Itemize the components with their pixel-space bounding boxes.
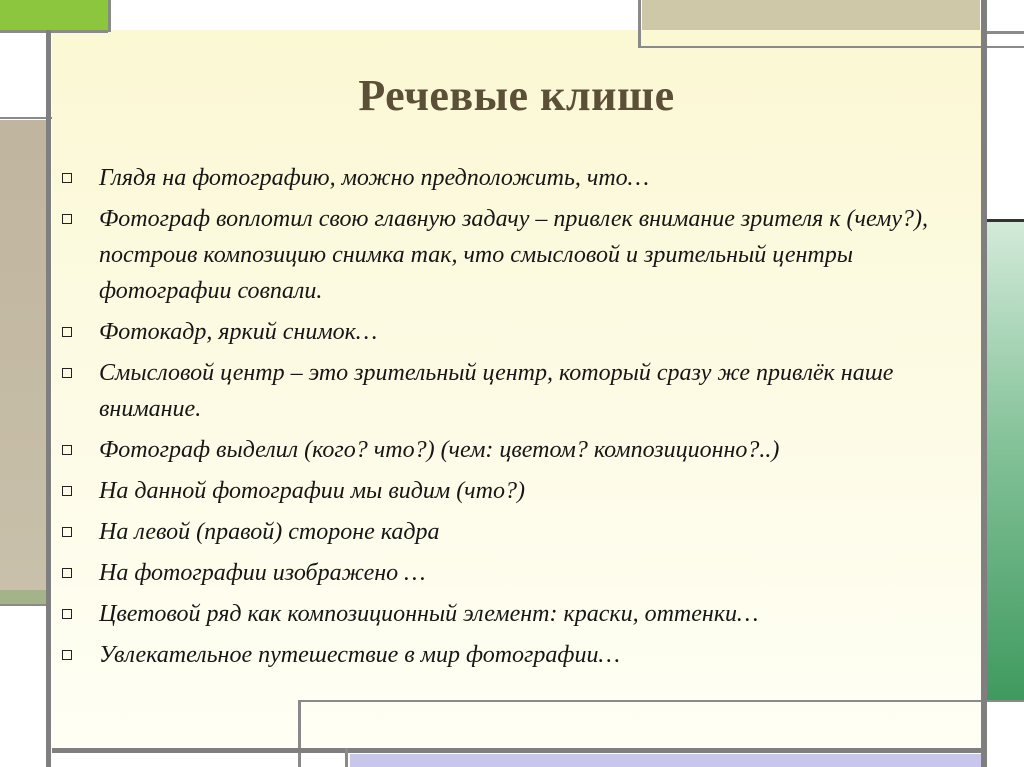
decor-green-block <box>0 0 108 30</box>
decor-line <box>987 700 1024 702</box>
decor-line <box>298 700 301 767</box>
decor-line <box>46 30 51 767</box>
decor-line <box>52 748 981 753</box>
square-bullet-icon <box>62 527 72 537</box>
list-item <box>62 514 967 550</box>
decor-line <box>345 748 348 767</box>
square-bullet-icon <box>62 650 72 660</box>
list-item <box>62 473 967 509</box>
decor-line <box>987 31 1024 34</box>
decor-teal-block <box>987 222 1024 700</box>
list-item-text: На левой (правой) стороне кадра <box>99 519 440 545</box>
list-item-text: Фотокадр, яркий снимок… <box>99 319 378 345</box>
square-bullet-icon <box>62 486 72 496</box>
square-bullet-icon <box>62 568 72 578</box>
decor-line <box>638 0 641 48</box>
decor-line <box>638 46 1024 48</box>
list-item <box>62 355 967 427</box>
list-item-text: Цветовой ряд как композиционный элемент: краски, оттенки… <box>99 601 759 627</box>
decor-line <box>298 700 981 702</box>
square-bullet-icon <box>62 368 72 378</box>
slide-title: Речевые клише <box>358 71 675 120</box>
list-item-text: Фотограф выделил (кого? что?) (чем: цветом? композиционно?..) <box>99 437 780 463</box>
square-bullet-icon <box>62 445 72 455</box>
square-bullet-icon <box>62 214 72 224</box>
list-item <box>62 432 967 468</box>
phrase-list <box>62 160 967 678</box>
square-bullet-icon <box>62 609 72 619</box>
list-item <box>62 555 967 591</box>
square-bullet-icon <box>62 173 72 183</box>
square-bullet-icon <box>62 327 72 337</box>
decor-lavender-strip <box>350 754 986 767</box>
list-item <box>62 314 967 350</box>
decor-line <box>0 604 46 606</box>
list-item <box>62 160 967 196</box>
decor-line <box>987 219 1024 222</box>
decor-sage-strip <box>0 590 46 604</box>
decor-olive-block <box>642 0 980 30</box>
list-item-text: Глядя на фотографию, можно предположить, что… <box>99 165 649 191</box>
list-item-text: На фотографии изображено … <box>99 560 426 586</box>
list-item-text: Смысловой центр – это зрительный центр, который сразу же привлёк наше внимание. <box>99 360 894 422</box>
list-item <box>62 201 967 309</box>
decor-line <box>0 117 52 119</box>
decor-line <box>0 30 108 33</box>
list-item-text: Увлекательное путешествие в мир фотографии… <box>99 642 620 668</box>
decor-line <box>108 0 111 32</box>
list-item-text: Фотограф воплотил свою главную задачу – привлек внимание зрителя к (чему?), построив композицию снимка так, что смысловой и зрительный центры фотографии совпали. <box>99 206 928 304</box>
decor-taupe-block <box>0 120 46 590</box>
decor-line <box>981 0 987 767</box>
list-item <box>62 637 967 673</box>
list-item <box>62 596 967 632</box>
list-item-text: На данной фотографии мы видим (что?) <box>99 478 525 504</box>
